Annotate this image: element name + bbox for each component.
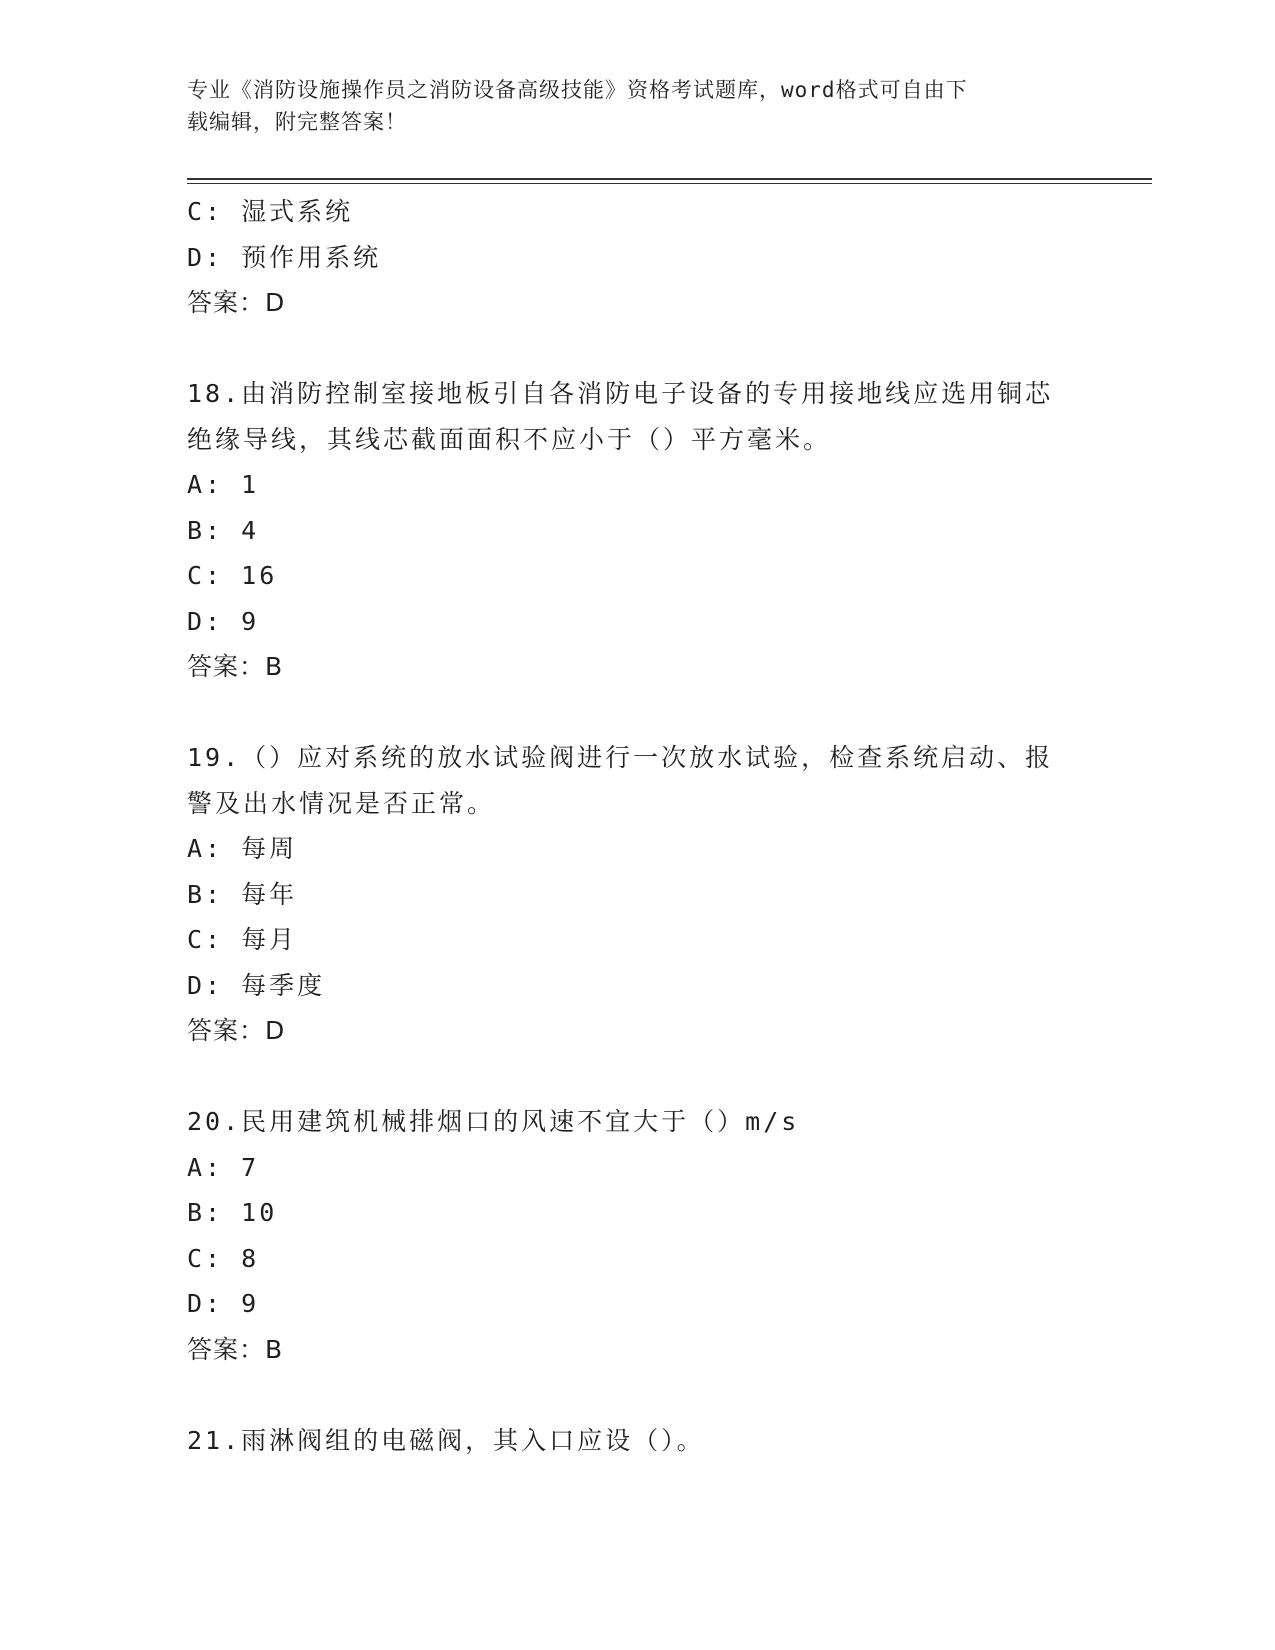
option-b: B: 4 [187,515,260,545]
question-21 [187,1418,1107,1464]
spacer [187,690,1107,736]
option-d: D: 预作用系统 [187,242,382,272]
question-list [187,189,1107,1463]
header-divider-thin [187,183,1152,184]
spacer [187,1054,1107,1100]
option-c: C: 16 [187,561,278,590]
option-b: B: 每年 [187,879,298,909]
question-stem: 20.民用建筑机械排烟口的风速不宜大于（）m/s [187,1107,800,1136]
option-a: A: 1 [187,470,260,499]
spacer [187,1372,1107,1418]
question-18 [187,371,1107,690]
question-stem: 21.雨淋阀组的电磁阀，其入口应设（）。 [187,1425,705,1455]
option-c: C: 8 [187,1243,260,1273]
page-header [187,74,1067,138]
header-line-1: 专业《消防设施操作员之消防设备高级技能》资格考试题库，word格式可自由下 [187,78,968,102]
answer-line: 答案：D [187,288,286,317]
answer-line: 答案：B [187,1334,284,1364]
question-19 [187,735,1107,1054]
option-a: A: 每周 [187,834,298,863]
option-d: D: 9 [187,606,260,636]
header-divider-thick [187,178,1152,180]
question-stem: 18.由消防控制室接地板引自各消防电子设备的专用接地线应选用铜芯 [187,379,1054,408]
question-stem-continued: 绝缘导线，其线芯截面面积不应小于（）平方毫米。 [187,424,832,454]
question-20 [187,1099,1107,1372]
option-b: B: 10 [187,1198,278,1227]
question-stem: 19.（）应对系统的放水试验阀进行一次放水试验，检查系统启动、报 [187,743,1054,772]
option-d: D: 每季度 [187,970,326,1000]
option-a: A: 7 [187,1152,260,1182]
option-d: D: 9 [187,1289,260,1318]
option-c: C: 每月 [187,925,298,954]
spacer [187,326,1107,372]
question-17-continued [187,189,1107,326]
header-line-2: 载编辑，附完整答案！ [187,110,407,134]
option-c: C: 湿式系统 [187,197,354,226]
answer-line: 答案：B [187,652,284,681]
answer-line: 答案：D [187,1016,286,1045]
question-stem-continued: 警及出水情况是否正常。 [187,788,496,818]
